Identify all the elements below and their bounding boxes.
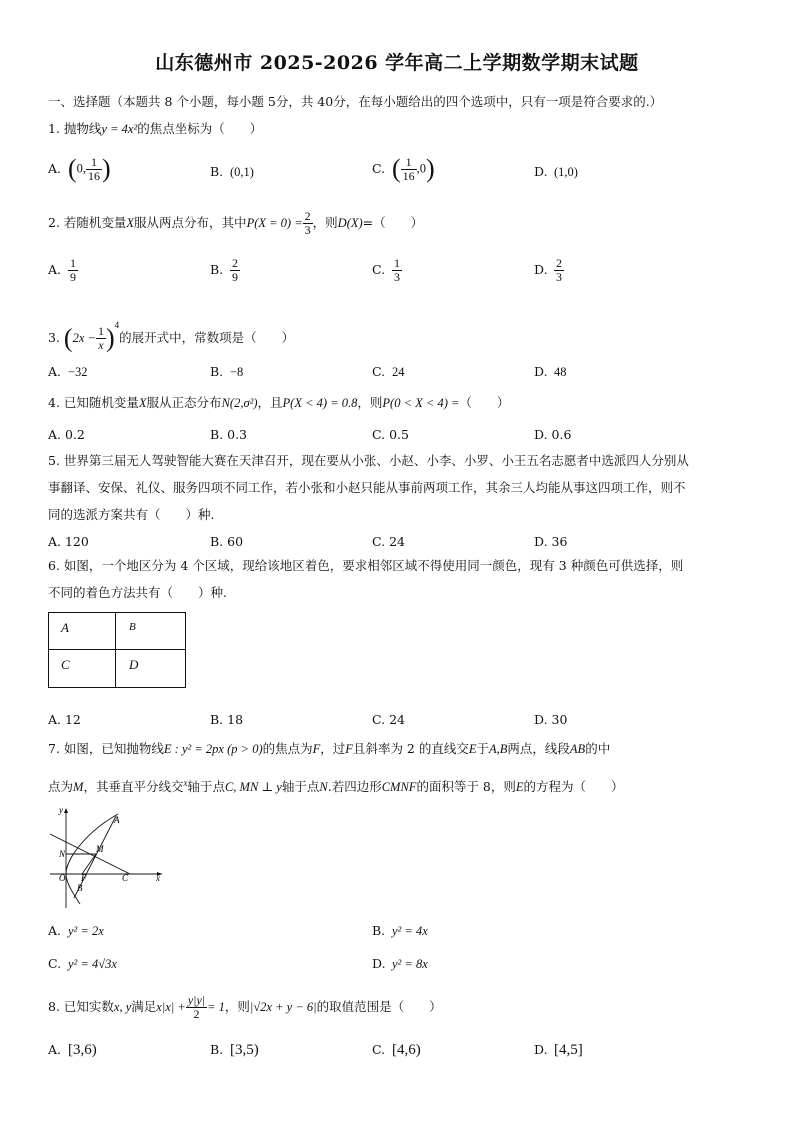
region-a-label: A [61,620,69,635]
fig-label-b: B [77,883,83,893]
region-grid-figure [48,612,186,688]
q6-option-d[interactable]: D. 30 [534,712,568,727]
q7-option-c[interactable]: C. y² = 4√3x [48,956,117,971]
q7-option-d[interactable]: D. y² = 8x [372,956,428,971]
q4-option-d[interactable]: D. 0.6 [534,427,572,442]
q6-option-c[interactable]: C. 24 [372,712,405,727]
question-7-line-1: 7. 如图，已知抛物线E : y² = 2px (p > 0)的焦点为F，过F且斜率为 2 的直线交E于A,B两点，线段AB的中 [48,741,611,756]
region-b-label: B [129,621,136,633]
question-6-line-2: 不同的着色方法共有（ ）种. [48,585,227,600]
q7-option-a[interactable]: A. y² = 2x [48,923,104,938]
q1-option-a[interactable]: A. (0, $\frac{1}{16}$ ) [48,154,111,183]
question-7-line-2: 点为M，其垂直平分线交$^x$轴于点C, MN ⊥ y轴于点N.若四边形CMNF的面积等于 8，则E的方程为（ ） [48,778,624,795]
q6-option-b[interactable]: B. 18 [210,712,244,727]
q1-option-c[interactable]: C. ( $\frac{1}{16}$ ,0) [372,154,435,183]
q3-option-c[interactable]: C. 24 [372,364,405,379]
question-3-stem: 3. (2x − $\frac{1}{x}$ )$^4$的展开式中，常数项是（ ） [48,320,295,353]
fig-label-c: C [122,873,129,883]
question-1-stem: 1. 抛物线y = 4x²的焦点坐标为（ ） [48,121,263,136]
q3-option-b[interactable]: B. −8 [210,364,244,379]
region-c-label: C [61,657,70,672]
q6-option-a[interactable]: A. 12 [48,712,81,727]
fig-label-o: O [59,873,66,883]
q7-option-b[interactable]: B. y² = 4x [372,923,428,938]
fig-label-a: A [114,815,120,825]
question-6-line-1: 6. 如图，一个地区分为 4 个区域，现给该地区着色，要求相邻区域不得使用同一颜色，现有 3 种颜色可供选择，则 [48,558,684,573]
q4-option-c[interactable]: C. 0.5 [372,427,409,442]
q8-option-b[interactable]: B. [3,5) [210,1042,259,1058]
q5-option-d[interactable]: D. 36 [534,534,568,549]
question-4-stem: 4. 已知随机变量X服从正态分布N(2,σ²)，且P(X < 4) = 0.8，则P(0 < X < 4) =（ ） [48,395,510,410]
q4-option-a[interactable]: A. 0.2 [48,427,85,442]
q1-option-b[interactable]: B. (0,1) [210,164,254,179]
fig-label-f: F [81,873,87,883]
region-d-label: D [129,657,139,672]
fig-label-x: x [156,873,160,883]
q2-option-c[interactable]: C. $\frac{1}{3}$ [372,256,400,284]
question-5-line-3: 同的选派方案共有（ ）种. [48,507,215,522]
question-2-stem: 2. 若随机变量X服从两点分布，其中P(X = 0) = $\frac{2}{3}$ ，则D(X)=（ ） [48,209,424,237]
question-5-line-2: 事翻译、安保、礼仪、服务四项不同工作，若小张和小赵只能从事前两项工作，其余三人均能从事这四项工作，则不 [48,480,686,495]
fig-label-y: y [59,805,63,815]
q5-option-b[interactable]: B. 60 [210,534,244,549]
q3-option-a[interactable]: A. −32 [48,364,88,379]
q2-option-b[interactable]: B. $\frac{2}{9}$ [210,256,238,284]
q2-option-a[interactable]: A. $\frac{1}{9}$ [48,256,76,284]
question-5-line-1: 5. 世界第三届无人驾驶智能大赛在天津召开，现在要从小张、小赵、小李、小罗、小王五名志愿者中选派四人分别从 [48,453,689,468]
fig-label-n: N [59,849,66,859]
page-title: 山东德州市 2025-2026 学年高二上学期数学期末试题 [155,52,639,74]
question-8-stem: 8. 已知实数x, y满足x|x| + $\frac{y|y|}{2}$ = 1，则|√2x + y − 6|的取值范围是（ ） [48,993,442,1021]
q5-option-a[interactable]: A. 120 [48,534,89,549]
fig-label-m: M [96,844,104,854]
q1-option-d[interactable]: D. (1,0) [534,164,578,179]
q3-option-d[interactable]: D. 48 [534,364,567,379]
q8-option-c[interactable]: C. [4,6) [372,1042,421,1058]
q8-option-a[interactable]: A. [3,6) [48,1042,97,1058]
q4-option-b[interactable]: B. 0.3 [210,427,248,442]
parabola-figure [46,804,168,910]
q5-option-c[interactable]: C. 24 [372,534,405,549]
q8-option-d[interactable]: D. [4,5] [534,1042,583,1058]
q2-option-d[interactable]: D. $\frac{2}{3}$ [534,256,562,284]
section-header: 一、选择题（本题共 8 个小题，每小题 5分，共 40分，在每小题给出的四个选项中，只有一项是符合要求的.） [48,94,663,109]
